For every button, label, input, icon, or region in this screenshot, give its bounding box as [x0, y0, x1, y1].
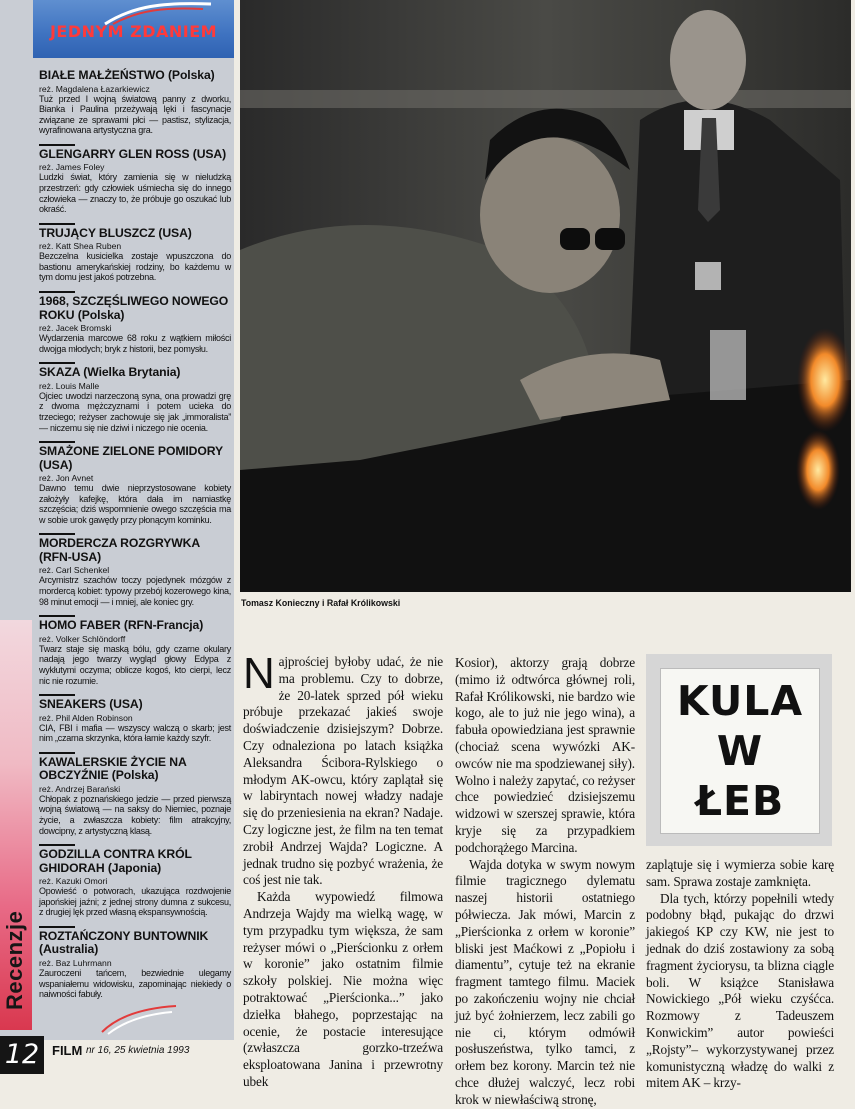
divider	[39, 615, 75, 617]
review-entry	[39, 66, 231, 136]
review-entry	[39, 288, 231, 354]
headline	[660, 668, 820, 834]
headline-line: W	[716, 727, 764, 775]
review-director: reż. Carl Schenkel	[39, 565, 110, 576]
review-entry	[39, 749, 231, 836]
photo-caption: Tomasz Konieczny i Rafał Królikowski	[241, 598, 401, 608]
headline-box	[646, 654, 832, 846]
article-paragraph: Wajda dotyka w swym nowym filmie tragicznego dylematu naszej historii ostatniego półwiecza. Jak mówi, Marcin z „Pierścionka z orłem w koronie” bliski jest Maćkowi z „Popiołu i diamentu”, cytuje też na ekranie fragment tamtego filmu. Maciek po zakończeniu wojny nie chciał już być żołnierzem, lecz zabili go nie ci, którym odmówił posłuszeństwa, tylko tamci, z orłem bez korony. Marcin też nie chce dłużej walczyć, lecz robi krok w niewłaściwą stronę,	[455, 856, 635, 1107]
review-director: reż. Kazuki Omori	[39, 876, 108, 887]
divider	[39, 441, 75, 443]
review-entry	[39, 220, 231, 283]
review-entry	[39, 923, 231, 1000]
article-paragraph: Kosior), aktorzy grają dobrze (mimo iż odtwórca głównej roli, Rafał Królikowski, nie bardzo wie kogo, ale to już nie jego wina), a fabuła opowiedziana jest sprawnie (chociaż scena wywózki AK-owców nie ma spodziewanej siły). Wolno i należy zapytać, co reżyser chce powiedzieć dzisiejszemu widzowi w szerszej sprawie, która kryje się za przypadkiem podchorążego Marcina.	[455, 655, 635, 855]
article-paragraph: Każda wypowiedź filmowa Andrzeja Wajdy ma wielką wagę, w tym przypadku tym większa, że sam reżyser mówi o „Pierścionku z orłem w koronie” jako ostatnim filmie szkoły polskiej. Nie można więc potraktować „Pierścionka...” jako dziełka błahego, poprzestając na ocenie, że postacie interesujące (zwłaszcza gorzko-trzeźwa eksploatowana Janina i przewrotny ubek	[243, 889, 443, 1089]
review-text: Arcymistrz szachów toczy pojedynek mózgów z mordercą kobiet: typowy przebój kozerowego kina, 98 minut emocji — i mniej, ale koniec gry.	[39, 575, 231, 607]
review-title: ROZTAŃCZONY BUNTOWNIK (Australia)	[39, 928, 209, 957]
review-title: KAWALERSKIE ŻYCIE NA OBCZYŹNIE (Polska)	[39, 754, 187, 783]
review-entry	[39, 141, 231, 215]
review-text: Twarz staje się maską bólu, gdy czarne okulary nadają jego twarzy wygląd głowy Edypa z wykłutymi oczyma; oblicze kogoś, kto cierpi, lecz nic nie rozumie.	[39, 643, 231, 686]
issue-info: nr 16, 25 kwietnia 1993	[86, 1045, 190, 1056]
divider	[39, 291, 75, 293]
review-director: reż. Katt Shea Ruben	[39, 241, 122, 252]
headline-line: ŁEB	[695, 777, 785, 825]
divider	[39, 694, 75, 696]
divider	[39, 926, 75, 928]
review-director: reż. Baz Luhrmann	[39, 957, 112, 968]
review-text: Chłopak z poznańskiego jedzie — przed pierwszą wojną światową — na saksy do Niemiec, poznaje życie, a zwłaszcza kobiety: film atrakcyjny, dowcipny, z artystyczną klasą.	[39, 793, 231, 836]
review-title: 1968, SZCZĘŚLIWEGO NOWEGO ROKU (Polska)	[39, 294, 229, 322]
review-text: Tuż przed I wojną światową panny z dworku, Bianka i Paulina przeżywają lęki i fascynacje związane ze sprawami płci — pastisz, stylizacja, wyrafinowana artystyczna gra.	[39, 93, 231, 136]
review-director: reż. Volker Schlöndorff	[39, 633, 126, 644]
article-column-2	[455, 655, 635, 1109]
review-text: Wydarzenia marcowe 68 roku z wątkiem miłości dwojga młodych; bryk z historii, bez pomysłu.	[39, 333, 231, 354]
sidebar-title: JEDNYM ZDANIEM	[49, 22, 218, 41]
page-number: 12	[0, 1036, 44, 1074]
review-title: GODZILLA CONTRA KRÓL GHIDORAH (Japonia)	[39, 847, 192, 875]
magazine-name: FILM	[52, 1043, 83, 1058]
review-title: SNEAKERS (USA)	[39, 697, 143, 712]
review-director: reż. Jon Avnet	[39, 473, 94, 484]
review-text: Bezczelna kusicielka zostaje wpuszczona do bastionu amerykańskiej rodziny, bo każdemu w tym domu jest jakoś potrzebna.	[39, 251, 231, 283]
review-title: SKAZA (Wielka Brytania)	[39, 365, 181, 380]
headline-line: KULA	[676, 677, 804, 725]
review-entry	[39, 612, 231, 686]
film-still-illustration	[240, 0, 851, 592]
article-column-1	[243, 649, 443, 1091]
review-director: reż. Magdalena Łazarkiewicz	[39, 83, 150, 94]
review-text: Ludzki świat, który zamienia się w nieludzką przestrzeń: gdy człowiek uśmiecha się do innego człowieka — znaczy to, że próbuje go oszukać lub okraść.	[39, 172, 231, 215]
review-director: reż. Andrzej Barański	[39, 783, 121, 794]
divider	[39, 844, 75, 846]
review-title: SMAŻONE ZIELONE POMIDORY (USA)	[39, 444, 223, 472]
review-title: TRUJĄCY BLUSZCZ (USA)	[39, 225, 192, 240]
review-text: Opowieść o potworach, ukazująca rozdwojenie japońskiej jaźni; z jednej strony dumna z sukcesu, z drugiej lęk przed własną ekspansywnością.	[39, 886, 231, 918]
divider	[39, 362, 75, 364]
divider	[39, 223, 75, 225]
film-still-photo	[240, 0, 851, 592]
review-title: GLENGARRY GLEN ROSS (USA)	[39, 146, 227, 161]
article-paragraph	[243, 649, 443, 889]
sidebar-header	[33, 0, 234, 58]
divider	[39, 533, 75, 535]
review-title: BIAŁE MAŁŻEŃSTWO (Polska)	[39, 68, 215, 82]
section-label: Recenzje	[2, 910, 27, 1010]
review-entry	[39, 841, 231, 918]
article-paragraph: zaplątuje się i wymierza sobie karę sam. Sprawa zostaje zamknięta.	[646, 857, 834, 889]
drop-cap: N	[243, 649, 275, 698]
swoosh-decoration-icon	[98, 996, 178, 1036]
review-director: reż. Phil Alden Robinson	[39, 712, 133, 723]
review-list	[39, 66, 231, 1005]
review-title: MORDERCZA ROZGRYWKA (RFN-USA)	[39, 536, 200, 564]
review-text: CIA, FBI i mafia — wszyscy walczą o skarb; jest nim „czarna skrzynka, która łamie każdy szyfr.	[39, 722, 231, 744]
review-title: HOMO FABER (RFN-Francja)	[39, 618, 204, 633]
review-entry	[39, 691, 231, 744]
divider	[39, 752, 75, 754]
review-entry	[39, 359, 231, 433]
review-director: reż. Jacek Bromski	[39, 323, 112, 334]
review-text: Zauroczeni tańcem, bezwiednie ulegamy wspaniałemu widowisku, zapominając niekiedy o naiwności fabuły.	[39, 967, 231, 1000]
short-reviews-sidebar	[0, 0, 234, 1040]
paragraph-text: ajprościej byłoby udać, że nie ma problemu. Czy to dobrze, że 20-latek sprzed pół wieku próbuje przekazać jakieś swoje doświadczenie dzisiejszym? Dobrze. Czy odnaleziona po latach książka Aleksandra Ścibora-Rylskiego o młodym AK-owcu, który zaplątał się w labiryntach nowej władzy nadaje się do przeniesienia na ekran? Nadaje. Czy logiczne jest, że film na ten temat zrobił Andrzej Wajda? Logiczne. A jednak trudno się pozbyć wrażenia, że coś jest nie tak.	[243, 654, 443, 888]
review-director: reż. Louis Malle	[39, 380, 100, 391]
review-text: Ojciec uwodzi narzeczoną syna, ona prowadzi grę z dwoma mężczyznami i potem ucieka do trzeciego; reżyser zachowuje się jak „immoralista” — niczemu się nie dziwi i niczego nie ocenia.	[39, 390, 231, 433]
review-entry	[39, 438, 231, 525]
review-text: Dawno temu dwie nieprzystosowane kobiety założyły kafejkę, która dała im namiastkę szczęścia; dziś wspomnienie owego szczęścia ma w sobie urok gawędy przy płonącym kominku.	[39, 483, 231, 525]
review-entry	[39, 530, 231, 607]
divider	[39, 144, 75, 146]
article-paragraph: Dla tych, którzy popełnili wtedy podobny błąd, pukając do drzwi jakiegoś KP czy KW, nie jest to jednak do dziś zostawiony za sobą fragment życiorysu, ta blizna ciągle boli. W książce Stanisława Nowickiego „Pół wieku czyśćca. Rozmowy z Tadeuszem Konwickim” autor powieści „Rojsty”– wykorzystywanej przez komunistyczną władzę do walki z mitem AK – krzy-	[646, 890, 834, 1091]
review-director: reż. James Foley	[39, 162, 105, 173]
article-column-3	[646, 857, 834, 1092]
